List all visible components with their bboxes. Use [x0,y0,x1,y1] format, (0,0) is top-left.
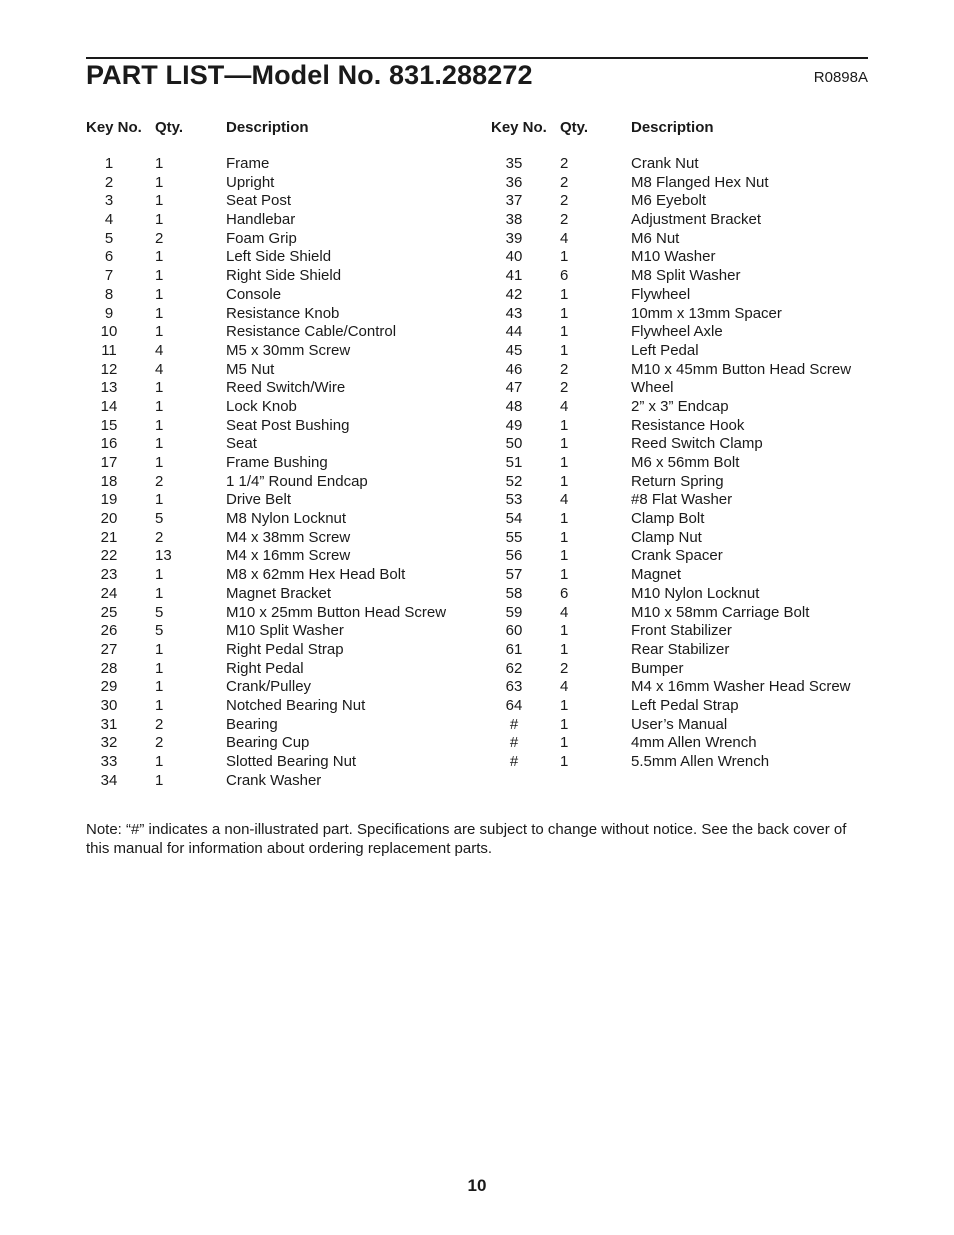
header-qty: Qty. [155,119,184,136]
part-description: Frame Bushing [226,454,328,471]
part-qty: 1 [155,248,164,266]
part-description: M4 x 16mm Screw [226,547,351,565]
part-qty: 1 [560,734,569,752]
part-key-no: 48 [505,397,523,415]
part-description: 2” x 3” Endcap [631,397,729,415]
part-description: Lock Knob [226,397,297,415]
part-key-no: 5 [104,229,114,247]
part-description: Foam Grip [226,229,297,247]
part-key-no: 51 [505,454,523,471]
part-key-no: 43 [505,304,523,322]
part-qty: 2 [155,229,164,247]
part-qty: 2 [560,211,569,229]
part-description: Reed Switch Clamp [631,435,763,453]
part-description: #8 Flat Washer [631,491,733,509]
part-qty: 4 [155,360,164,378]
part-qty: 4 [560,678,569,696]
part-qty: 1 [560,753,569,770]
part-key-no: 30 [100,696,118,714]
part-key-no: 49 [505,416,523,434]
header-key-no: Key No. [491,119,547,136]
part-qty: 5 [155,510,164,528]
part-key-no: 24 [100,584,118,602]
part-key-no: 13 [100,379,118,397]
part-key-no: 35 [505,155,523,172]
part-qty: 1 [560,715,569,733]
part-description: Bearing Cup [226,734,310,752]
part-description: Crank Washer [226,771,322,789]
part-description: Clamp Nut [631,528,702,546]
part-key-no: 11 [101,341,117,359]
part-description: M10 x 25mm Button Head Screw [226,603,447,621]
part-qty: 13 [155,547,172,565]
part-key-no: 44 [505,323,523,341]
part-description: M5 x 30mm Screw [226,341,351,359]
part-key-no: 46 [505,360,523,378]
part-description: 1 1/4” Round Endcap [226,472,368,490]
part-key-no: 62 [505,659,523,677]
part-description: Right Pedal Strap [226,640,344,658]
part-key-no: 41 [505,267,523,285]
part-description: Console [226,285,282,303]
part-description: M10 Split Washer [226,622,344,640]
part-description: Wheel [631,379,674,397]
part-qty: 1 [560,566,569,584]
part-key-no: 22 [100,547,118,565]
part-description: 10mm x 13mm Spacer [631,304,782,322]
part-key-no: 37 [505,192,523,210]
part-qty: 1 [560,454,569,471]
part-qty: 1 [155,584,164,602]
part-qty: 1 [155,753,164,770]
part-qty: 1 [560,416,569,434]
part-description: Bearing [226,715,278,733]
part-description: M4 x 16mm Washer Head Screw [631,678,851,696]
part-description: Clamp Bolt [631,510,705,528]
part-qty: 1 [560,696,569,714]
part-key-no: 55 [505,528,523,546]
part-description: 4mm Allen Wrench [631,734,757,752]
part-description: Flywheel Axle [631,323,723,341]
part-qty: 1 [560,472,569,490]
part-key-no: 1 [104,155,114,172]
part-description: Right Pedal [226,659,304,677]
part-qty: 1 [155,211,164,229]
part-qty: 4 [560,397,569,415]
part-qty: 2 [155,734,164,752]
part-key-no: 10 [100,323,118,341]
part-key-no: 19 [100,491,118,509]
part-description: M8 x 62mm Hex Head Bolt [226,566,406,584]
part-description: Seat Post Bushing [226,416,350,434]
part-description: Flywheel [631,285,691,303]
part-qty: 1 [155,491,164,509]
part-key-no: 36 [505,173,523,191]
part-description: Reed Switch/Wire [226,379,346,397]
part-description: M10 x 58mm Carriage Bolt [631,603,810,621]
part-key-no: 6 [104,248,114,266]
part-qty: 1 [560,285,569,303]
part-qty: 1 [155,435,164,453]
part-description: Rear Stabilizer [631,640,730,658]
part-description: Upright [226,173,275,191]
part-description: M8 Flanged Hex Nut [631,173,769,191]
header-key-no: Key No. [86,119,142,136]
part-key-no: 12 [100,360,118,378]
part-key-no: 18 [100,472,118,490]
part-key-no: 40 [505,248,523,266]
part-qty: 2 [560,379,569,397]
part-key-no: # [509,715,519,733]
reference-code: R0898A [813,69,868,86]
header-description: Description [631,119,714,136]
part-description: Crank/Pulley [226,678,312,696]
part-qty: 1 [560,640,569,658]
part-key-no: 32 [100,734,118,752]
part-qty: 1 [560,547,569,565]
header-qty: Qty. [560,119,589,136]
part-qty: 1 [155,379,164,397]
part-key-no: 47 [505,379,523,397]
part-qty: 2 [155,715,164,733]
part-qty: 1 [155,397,164,415]
part-description: M6 Nut [631,229,680,247]
part-description: Front Stabilizer [631,622,732,640]
part-key-no: 20 [100,510,118,528]
part-qty: 4 [560,603,569,621]
part-description: Left Pedal [631,341,699,359]
part-qty: 6 [560,584,569,602]
part-description: Resistance Hook [631,416,745,434]
part-key-no: 39 [505,229,523,247]
part-key-no: 57 [505,566,523,584]
part-qty: 1 [155,678,164,696]
part-description: Left Pedal Strap [631,696,739,714]
part-qty: 1 [155,640,164,658]
part-description: Magnet [631,566,682,584]
page-title: PART LIST—Model No. 831.288272 [86,60,533,90]
part-qty: 1 [560,435,569,453]
part-key-no: 4 [104,211,114,229]
part-key-no: 9 [104,304,114,322]
part-qty: 2 [560,360,569,378]
part-qty: 1 [155,285,164,303]
part-key-no: 61 [505,640,523,658]
part-key-no: 23 [100,566,118,584]
part-description: M6 x 56mm Bolt [631,454,740,471]
part-qty: 1 [155,304,164,322]
part-key-no: 63 [505,678,523,696]
part-key-no: 21 [100,528,118,546]
part-key-no: 26 [100,622,118,640]
part-description: Left Side Shield [226,248,332,266]
part-description: Crank Spacer [631,547,723,565]
part-qty: 5 [155,622,164,640]
part-key-no: 53 [505,491,523,509]
part-key-no: 27 [100,640,118,658]
part-key-no: 17 [100,454,118,471]
part-description: Resistance Cable/Control [226,323,397,341]
part-description: M10 Washer [631,248,716,266]
part-key-no: 64 [505,696,523,714]
part-description: Handlebar [226,211,296,229]
part-qty: 1 [155,155,164,172]
part-key-no: 50 [505,435,523,453]
part-key-no: 45 [505,341,523,359]
part-qty: 5 [155,603,164,621]
part-qty: 1 [155,173,164,191]
part-qty: 2 [560,659,569,677]
part-qty: 4 [560,229,569,247]
part-key-no: 25 [100,603,118,621]
part-key-no: 33 [100,753,118,770]
part-key-no: 58 [505,584,523,602]
part-key-no: 31 [100,715,118,733]
part-description: Magnet Bracket [226,584,332,602]
part-key-no: # [509,753,519,770]
footnote: Note: “#” indicates a non-illustrated part. Specifications are subject to change without notice. See the back cover of this manual for information about ordering replacement parts. [86,821,847,857]
page-number: 10 [467,1176,487,1195]
part-qty: 1 [155,659,164,677]
part-qty: 1 [560,323,569,341]
part-key-no: 15 [100,416,118,434]
part-key-no: 29 [100,678,118,696]
part-key-no: 34 [100,771,118,789]
header-description: Description [226,119,309,136]
part-key-no: 38 [505,211,523,229]
part-description: 5.5mm Allen Wrench [631,753,770,770]
part-qty: 1 [560,341,569,359]
part-qty: 2 [560,192,569,210]
part-description: M4 x 38mm Screw [226,528,351,546]
part-description: Notched Bearing Nut [226,696,366,714]
part-qty: 2 [155,528,164,546]
part-qty: 1 [560,304,569,322]
part-key-no: 14 [100,397,118,415]
part-key-no: 42 [505,285,523,303]
part-description: Seat [226,435,257,453]
part-key-no: 8 [104,285,114,303]
part-qty: 6 [560,267,569,285]
part-qty: 1 [155,192,164,210]
part-qty: 1 [560,510,569,528]
part-key-no: 2 [104,173,114,191]
part-description: Drive Belt [226,491,292,509]
part-key-no: 28 [100,659,118,677]
part-description: M6 Eyebolt [631,192,707,210]
part-qty: 1 [155,323,164,341]
part-key-no: 7 [104,267,114,285]
part-qty: 1 [560,528,569,546]
part-description: Frame [226,155,270,172]
part-description: M10 x 45mm Button Head Screw [631,360,852,378]
part-description: Seat Post [226,192,292,210]
part-qty: 2 [560,173,569,191]
part-description: M10 Nylon Locknut [631,584,760,602]
part-qty: 1 [155,454,164,471]
part-key-no: 16 [100,435,118,453]
part-qty: 1 [560,622,569,640]
part-qty: 1 [155,566,164,584]
part-description: M5 Nut [226,360,275,378]
part-description: User’s Manual [631,715,728,733]
part-description: Return Spring [631,472,724,490]
part-qty: 4 [560,491,569,509]
part-description: Right Side Shield [226,267,342,285]
part-key-no: 60 [505,622,523,640]
part-description: M8 Nylon Locknut [226,510,347,528]
part-qty: 2 [560,155,569,172]
part-qty: 1 [155,416,164,434]
part-key-no: 59 [505,603,523,621]
part-description: Bumper [631,659,684,677]
part-qty: 4 [155,341,164,359]
part-description: Adjustment Bracket [631,211,762,229]
part-key-no: 52 [505,472,523,490]
part-qty: 2 [155,472,164,490]
part-qty: 1 [155,267,164,285]
part-description: Slotted Bearing Nut [226,753,357,770]
part-qty: 1 [560,248,569,266]
part-key-no: # [509,734,519,752]
part-description: Resistance Knob [226,304,340,322]
part-description: M8 Split Washer [631,267,741,285]
part-description: Crank Nut [631,155,699,172]
part-qty: 1 [155,771,164,789]
part-key-no: 54 [505,510,523,528]
part-qty: 1 [155,696,164,714]
part-key-no: 3 [104,192,114,210]
part-key-no: 56 [505,547,523,565]
